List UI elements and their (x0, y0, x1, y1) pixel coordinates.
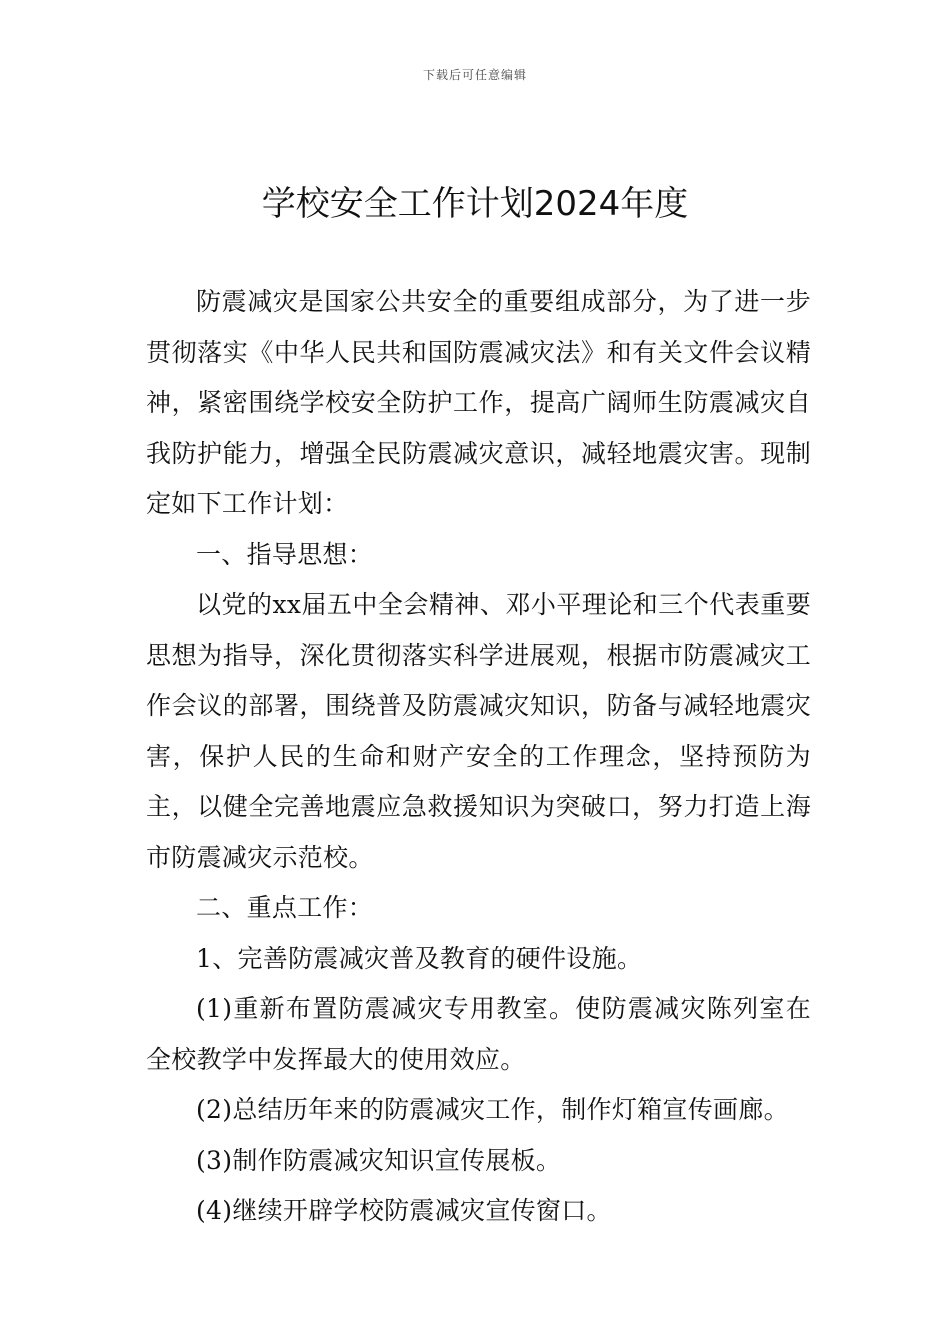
header-note: 下载后可任意编辑 (422, 68, 527, 82)
key-work-subitem-3: (3)制作防震减灾知识宣传展板。 (196, 1145, 562, 1175)
section-heading-guiding-thought: 一、指导思想： (196, 539, 374, 569)
key-work-subitem-2: (2)总结历年来的防震减灾工作，制作灯箱宣传画廊。 (196, 1095, 789, 1124)
document-body (146, 277, 811, 1237)
key-work-subitem-1: (1)重新布置防震减灾专用教室。使防震减灾陈列室在全校教学中发挥最大的使用效应。 (146, 994, 811, 1074)
intro-paragraph: 防震减灾是国家公共安全的重要组成部分，为了进一步贯彻落实《中华人民共和国防震减灾法》和有关文件会议精神，紧密围绕学校安全防护工作，提高广阔师生防震减灾自我防护能力，增强全民防震减灾意识，减轻地震灾害。现制定如下工作计划： (146, 287, 811, 518)
key-work-subitem-4: (4)继续开辟学校防震减灾宣传窗口。 (196, 1196, 612, 1225)
section-heading-key-work: 二、重点工作： (196, 893, 374, 922)
key-work-item-1: 1、完善防震减灾普及教育的硬件设施。 (196, 943, 643, 973)
document-title: 学校安全工作计划2024年度 (261, 184, 689, 224)
guiding-thought-paragraph: 以党的xx届五中全会精神、邓小平理论和三个代表重要思想为指导，深化贯彻落实科学进展观，根据市防震减灾工作会议的部署，围绕普及防震减灾知识，防备与减轻地震灾害，保护人民的生命和财产安全的工作理念，坚持预防为主，以健全完善地震应急救援知识为突破口，努力打造上海市防震减灾示范校。 (146, 590, 811, 872)
